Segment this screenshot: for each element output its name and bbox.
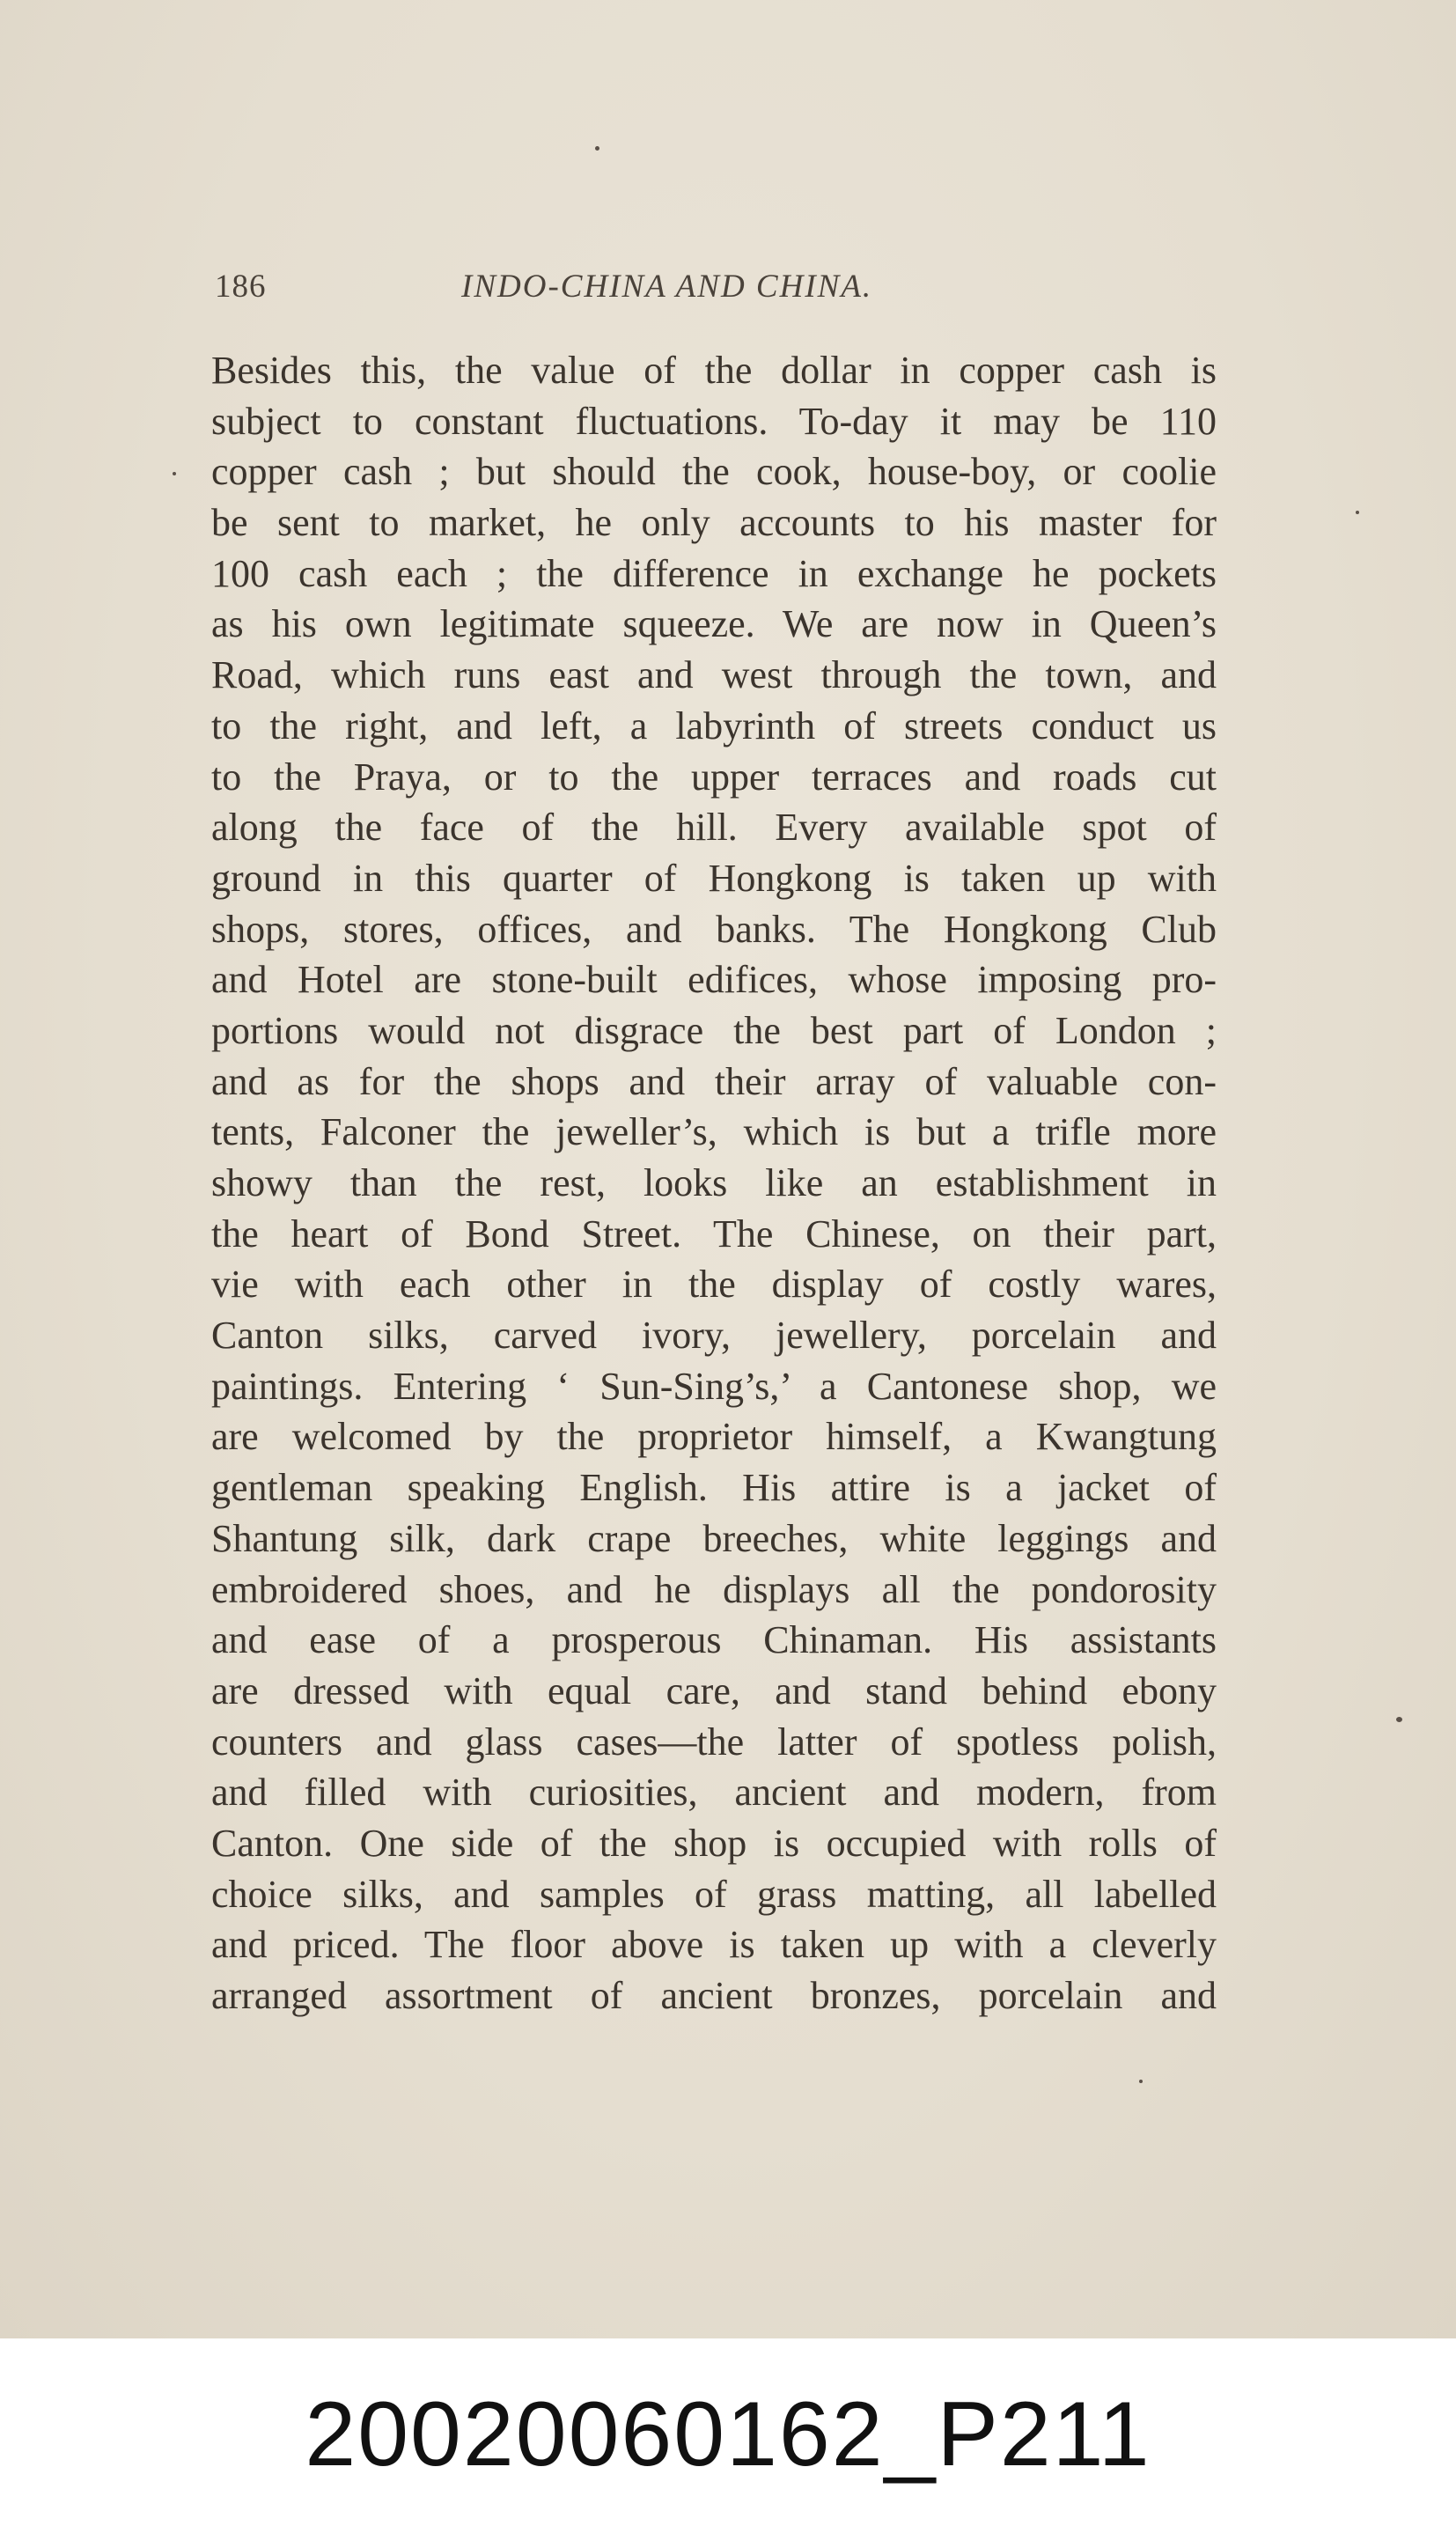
text-line: to the Praya, or to the upper terraces and roads cut — [211, 755, 1217, 799]
text-line: Canton silks, carved ivory, jewellery, porcelain and — [211, 1314, 1217, 1358]
text-line: to the right, and left, a labyrinth of streets conduct us — [211, 703, 1217, 747]
text-line: portions would not disgrace the best part of London ; — [211, 1008, 1217, 1052]
running-head — [215, 268, 1211, 320]
text-line: arranged assortment of ancient bronzes, porcelain and — [211, 1974, 1217, 2017]
text-line: and Hotel are stone-built edifices, whose imposing pro- — [211, 958, 1217, 1002]
text-line: be sent to market, he only accounts to his master for — [211, 501, 1217, 545]
paper-speck — [1139, 2080, 1143, 2083]
text-line: ground in this quarter of Hongkong is taken up with — [211, 856, 1217, 900]
text-line: shops, stores, offices, and banks. The Hongkong Club — [211, 907, 1217, 951]
text-line: are dressed with equal care, and stand behind ebony — [211, 1668, 1217, 1712]
text-line: Road, which runs east and west through the town, and — [211, 653, 1217, 697]
paper-speck — [1356, 511, 1359, 514]
text-line: Besides this, the value of the dollar in copper cash is — [211, 349, 1217, 392]
body-text — [211, 345, 1217, 2021]
text-line: and ease of a prosperous Chinaman. His assistants — [211, 1618, 1217, 1662]
paper-speck — [173, 472, 176, 475]
image-id-caption: 20020060162_P211 — [305, 2383, 1151, 2485]
text-line: are welcomed by the proprietor himself, a Kwangtung — [211, 1415, 1217, 1459]
text-line: as his own legitimate squeeze. We are now in Queen’s — [211, 602, 1217, 646]
paper-speck — [595, 146, 599, 151]
text-line: and filled with curiosities, ancient and modern, from — [211, 1771, 1217, 1815]
text-line: choice silks, and samples of grass matting, all labelled — [211, 1872, 1217, 1916]
text-line: Shantung silk, dark crape breeches, white leggings and — [211, 1516, 1217, 1560]
running-title: INDO-CHINA AND CHINA. — [461, 269, 873, 305]
text-line: and priced. The floor above is taken up with a cleverly — [211, 1923, 1217, 1967]
text-line: showy than the rest, looks like an establishment in — [211, 1161, 1217, 1204]
text-line: vie with each other in the display of costly wares, — [211, 1263, 1217, 1307]
text-line: the heart of Bond Street. The Chinese, on their part, — [211, 1211, 1217, 1256]
text-line: embroidered shoes, and he displays all the pondorosity — [211, 1567, 1217, 1611]
caption-bar — [0, 2338, 1456, 2548]
text-line: tents, Falconer the jeweller’s, which is but a trifle more — [211, 1110, 1217, 1154]
text-line: counters and glass cases—the latter of spotless polish, — [211, 1720, 1217, 1764]
paper-speck — [1396, 1717, 1402, 1722]
text-line: Canton. One side of the shop is occupied with rolls of — [211, 1821, 1217, 1865]
text-line: 100 cash each ; the difference in exchange he pockets — [211, 551, 1217, 595]
page-number: 186 — [215, 269, 267, 305]
text-line: and as for the shops and their array of valuable con- — [211, 1059, 1217, 1103]
text-line: subject to constant fluctuations. To-day it may be 110 — [211, 399, 1217, 443]
text-line: copper cash ; but should the cook, house-boy, or coolie — [211, 450, 1217, 494]
text-line: paintings. Entering ‘ Sun-Sing’s,’ a Cantonese shop, we — [211, 1364, 1217, 1408]
text-line: gentleman speaking English. His attire is a jacket of — [211, 1466, 1217, 1510]
text-line: along the face of the hill. Every available spot of — [211, 806, 1217, 850]
